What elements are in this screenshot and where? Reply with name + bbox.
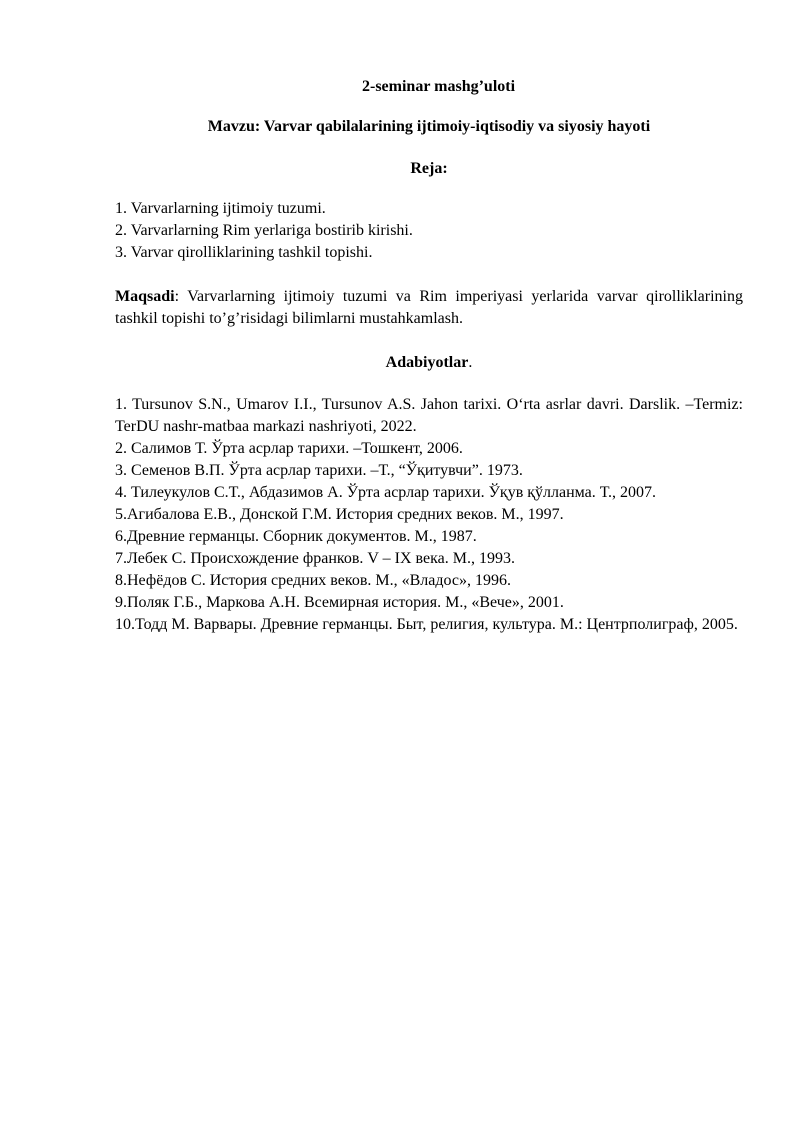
literature-heading-punct: .: [468, 354, 473, 371]
reference-item: 1. Tursunov S.N., Umarov I.I., Tursunov A.S. Jahon tarixi. O‘rta asrlar davri. Darslik. –Termiz: TerDU nashr-matbaa markazi nashriyoti, 2022.: [115, 396, 743, 435]
literature-heading: [115, 352, 743, 374]
goal-paragraph: [115, 286, 743, 330]
seminar-title: 2-seminar mashg’uloti: [362, 78, 516, 95]
reference-item: 7.Лебек С. Происхождение франков. V – IX века. М., 1993.: [115, 550, 515, 567]
goal-label: Maqsadi: [115, 288, 175, 305]
reference-item: 8.Нефёдов С. История средних веков. М., «Владос», 1996.: [115, 572, 512, 589]
reference-item: 3. Семенов В.П. Ўрта асрлар тарихи. –Т., “Ўқитувчи”. 1973.: [115, 462, 523, 479]
plan-item: 3. Varvar qirolliklarining tashkil topishi.: [115, 244, 373, 261]
topic-title: Mavzu: Varvar qabilalarining ijtimoiy-iqtisodiy va siyosiy hayoti: [207, 118, 651, 135]
reference-item: 6.Древние германцы. Сборник документов. М., 1987.: [115, 528, 477, 545]
goal-text: : Varvarlarning ijtimoiy tuzumi va Rim imperiyasi yerlarida varvar qirolliklarining tashkil topishi to’g’risidagi bilimlarni mustahkamlash.: [115, 288, 743, 327]
literature-heading-text: Adabiyotlar: [385, 354, 469, 371]
plan-item: 1. Varvarlarning ijtimoiy tuzumi.: [115, 200, 326, 217]
reference-list: [115, 394, 743, 636]
reference-item: 4. Тилеукулов С.Т., Абдазимов А. Ўрта асрлар тарихи. Ўқув қўлланма. Т., 2007.: [115, 484, 656, 501]
plan-list: [115, 198, 743, 264]
reference-item: 10.Тодд М. Варвары. Древние германцы. Быт, религия, культура. М.: Центрполиграф, 2005.: [115, 616, 738, 633]
reference-item: 2. Салимов Т. Ўрта асрлар тарихи. –Тошкент, 2006.: [115, 440, 463, 457]
plan-heading: Reja:: [410, 160, 448, 177]
plan-item: 2. Varvarlarning Rim yerlariga bostirib kirishi.: [115, 222, 413, 239]
reference-item: 5.Агибалова Е.В., Донской Г.М. История средних веков. М., 1997.: [115, 506, 564, 523]
document-page: [115, 76, 743, 636]
reference-item: 9.Поляк Г.Б., Маркова А.Н. Всемирная история. М., «Вече», 2001.: [115, 594, 564, 611]
